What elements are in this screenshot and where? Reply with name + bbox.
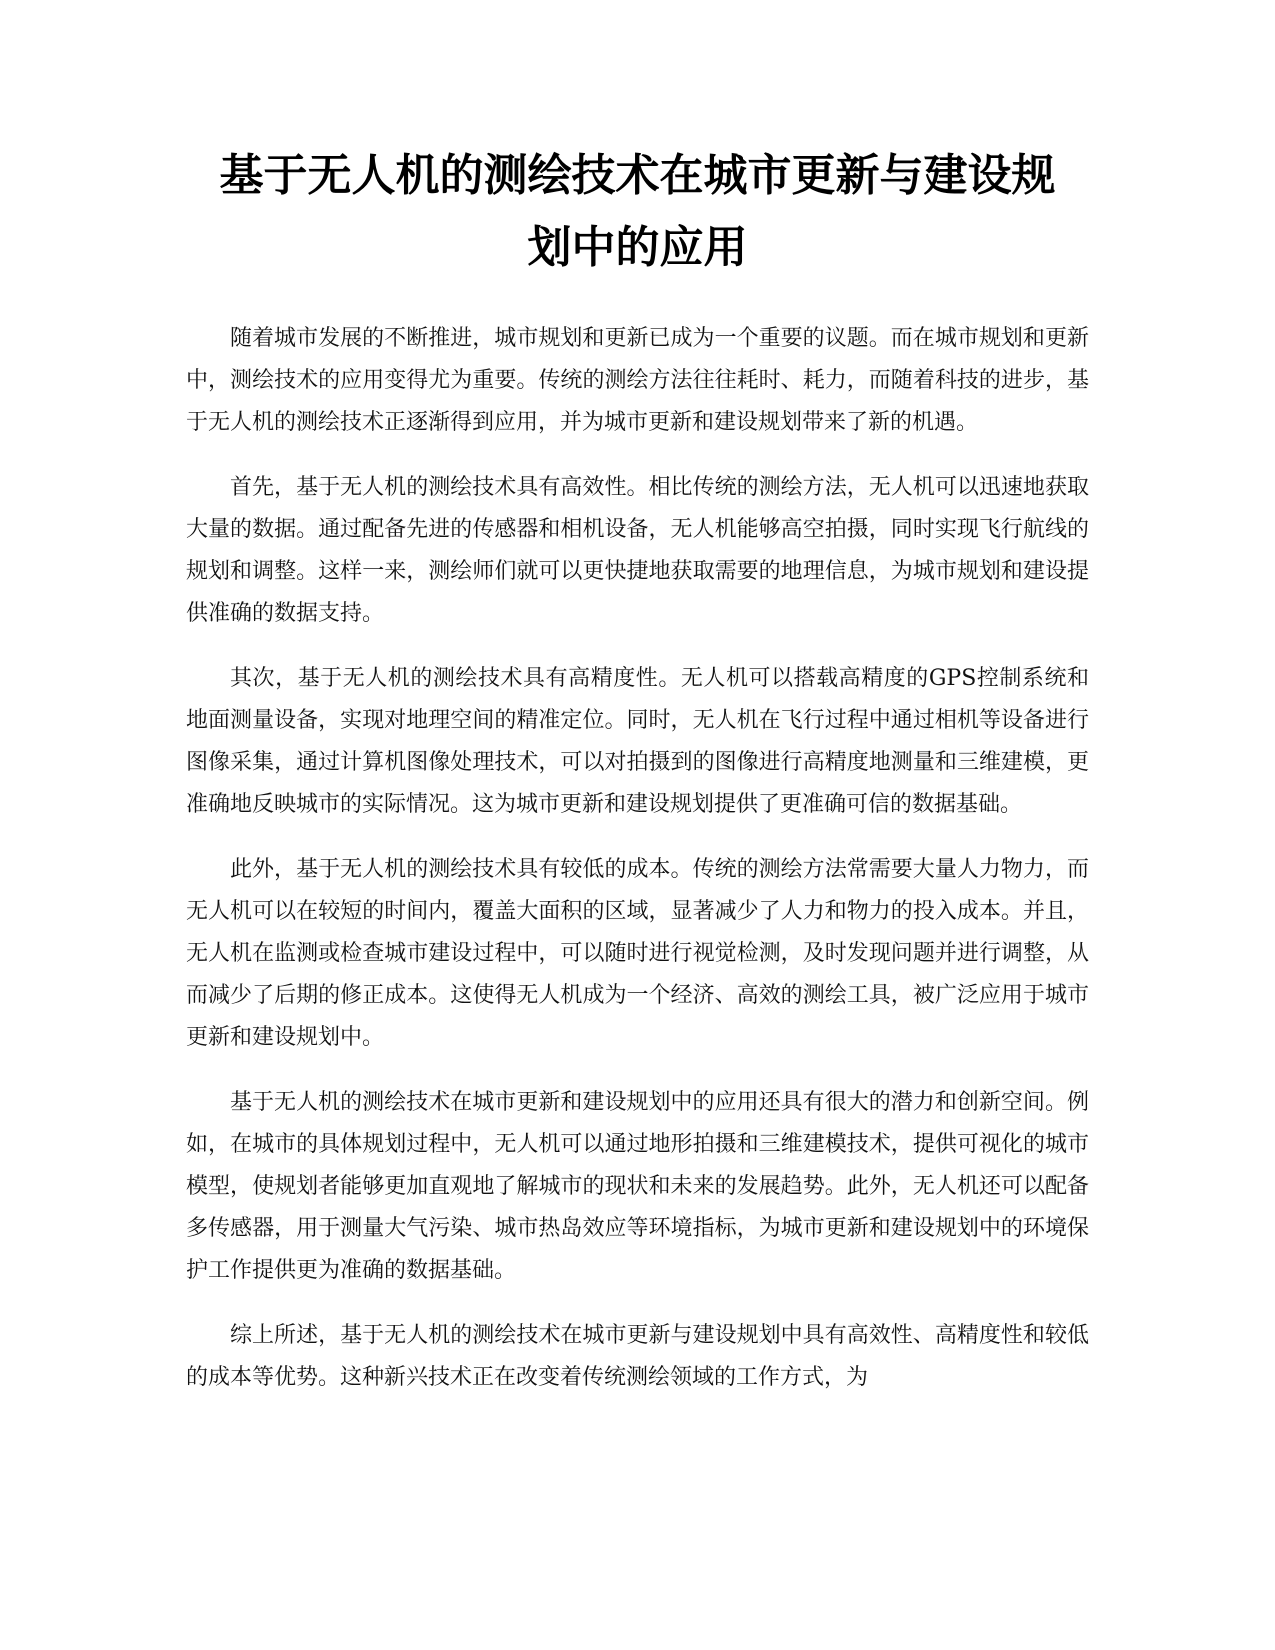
document-title: [180, 140, 1095, 284]
paragraph-intro: 随着城市发展的不断推进，城市规划和更新已成为一个重要的议题。而在城市规划和更新中，测绘技术的应用变得尤为重要。传统的测绘方法往往耗时、耗力，而随着科技的进步，基于无人机的测绘技术正逐渐得到应用，并为城市更新和建设规划带来了新的机遇。: [186, 326, 1089, 435]
title-line-2: 划中的应用: [527, 222, 748, 273]
title-line-1: 基于无人机的测绘技术在城市更新与建设规: [219, 150, 1056, 201]
paragraph-summary: 综上所述，基于无人机的测绘技术在城市更新与建设规划中具有高效性、高精度性和较低的成本等优势。这种新兴技术正在改变着传统测绘领域的工作方式，为: [186, 1323, 1089, 1390]
document-body: [186, 318, 1089, 1422]
paragraph-cost: 此外，基于无人机的测绘技术具有较低的成本。传统的测绘方法常需要大量人力物力，而无人机可以在较短的时间内，覆盖大面积的区域，显著减少了人力和物力的投入成本。并且，无人机在监测或检查城市建设过程中，可以随时进行视觉检测，及时发现问题并进行调整，从而减少了后期的修正成本。这使得无人机成为一个经济、高效的测绘工具，被广泛应用于城市更新和建设规划中。: [186, 857, 1089, 1050]
paragraph-precision: 其次，基于无人机的测绘技术具有高精度性。无人机可以搭载高精度的GPS控制系统和地面测量设备，实现对地理空间的精准定位。同时，无人机在飞行过程中通过相机等设备进行图像采集，通过计算机图像处理技术，可以对拍摄到的图像进行高精度地测量和三维建模，更准确地反映城市的实际情况。这为城市更新和建设规划提供了更准确可信的数据基础。: [186, 666, 1089, 817]
paragraph-potential: 基于无人机的测绘技术在城市更新和建设规划中的应用还具有很大的潜力和创新空间。例如，在城市的具体规划过程中，无人机可以通过地形拍摄和三维建模技术，提供可视化的城市模型，使规划者能够更加直观地了解城市的现状和未来的发展趋势。此外，无人机还可以配备多传感器，用于测量大气污染、城市热岛效应等环境指标，为城市更新和建设规划中的环境保护工作提供更为准确的数据基础。: [186, 1090, 1089, 1283]
paragraph-efficiency: 首先，基于无人机的测绘技术具有高效性。相比传统的测绘方法，无人机可以迅速地获取大量的数据。通过配备先进的传感器和相机设备，无人机能够高空拍摄，同时实现飞行航线的规划和调整。这样一来，测绘师们就可以更快捷地获取需要的地理信息，为城市规划和建设提供准确的数据支持。: [186, 475, 1089, 626]
